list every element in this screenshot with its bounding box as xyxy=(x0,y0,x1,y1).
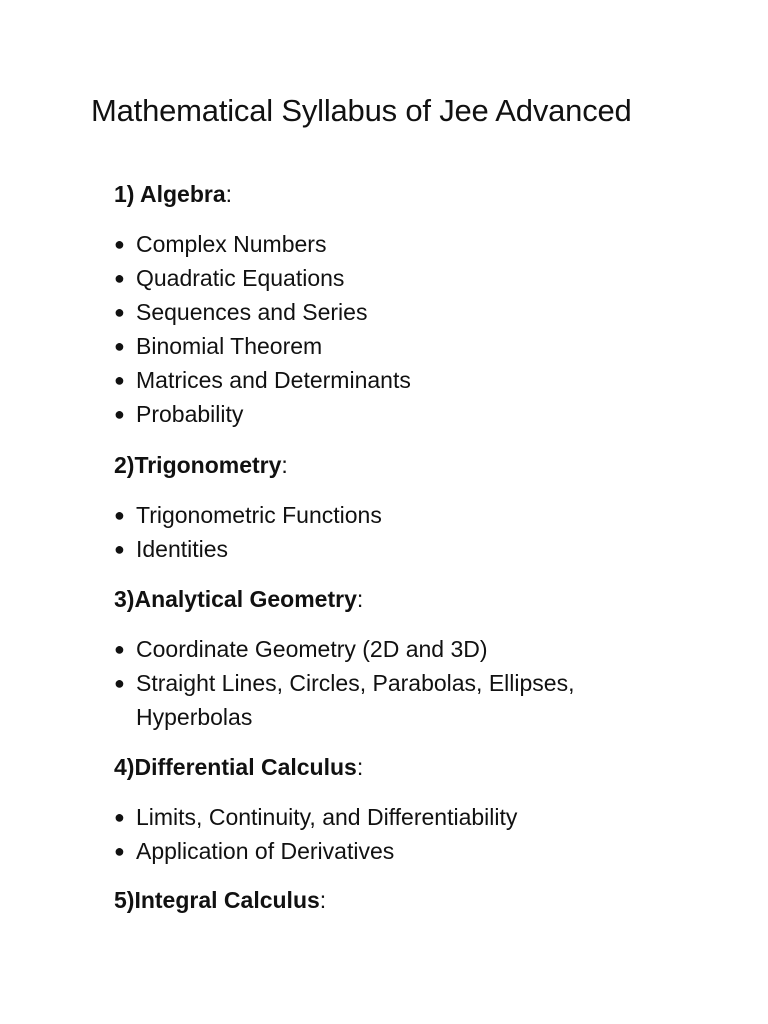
list-item-text: Identities xyxy=(136,536,229,562)
list-item-text: Complex Numbers xyxy=(136,231,327,257)
list-item-text: Limits, Continuity, and Differentiability xyxy=(136,804,518,830)
section-colon: : xyxy=(356,754,364,780)
list-item-text: Application of Derivatives xyxy=(136,838,395,864)
list-item xyxy=(114,397,411,431)
list-item-text: Trigonometric Functions xyxy=(136,502,382,528)
bullet-icon: ● xyxy=(114,268,125,288)
section-name: Differential Calculus xyxy=(134,754,357,780)
bullet-icon: ● xyxy=(114,234,125,254)
list-item-text: Probability xyxy=(136,401,244,427)
section-number: 5) xyxy=(114,887,135,913)
list-item xyxy=(114,329,411,363)
bullet-icon: ● xyxy=(114,370,125,390)
analytical-geometry-topic-list xyxy=(114,632,646,734)
section-number: 1) xyxy=(114,181,140,207)
section-number: 2) xyxy=(114,452,135,478)
section-colon: : xyxy=(356,586,364,612)
list-item xyxy=(114,295,411,329)
list-item-text: Coordinate Geometry (2D and 3D) xyxy=(136,636,488,662)
section-heading-algebra xyxy=(114,181,232,208)
bullet-icon: ● xyxy=(114,639,125,659)
section-number: 3) xyxy=(114,586,135,612)
list-item-text: Quadratic Equations xyxy=(136,265,345,291)
bullet-icon: ● xyxy=(114,404,125,424)
section-colon: : xyxy=(319,887,327,913)
list-item-text: Matrices and Determinants xyxy=(136,367,411,393)
section-heading-integral-calculus xyxy=(114,887,326,914)
section-name: Trigonometry xyxy=(134,452,282,478)
section-heading-trigonometry xyxy=(114,452,288,479)
section-name: Integral Calculus xyxy=(134,887,320,913)
list-item-text: Binomial Theorem xyxy=(136,333,323,359)
list-item xyxy=(114,261,411,295)
list-item xyxy=(114,632,646,666)
section-colon: : xyxy=(225,181,233,207)
page-title: Mathematical Syllabus of Jee Advanced xyxy=(91,93,632,128)
list-item xyxy=(114,227,411,261)
bullet-icon: ● xyxy=(114,505,125,525)
bullet-icon: ● xyxy=(114,302,125,322)
list-item xyxy=(114,800,517,834)
list-item-text: Straight Lines, Circles, Parabolas, Ellipses, Hyperbolas xyxy=(136,670,575,730)
list-item-text: Sequences and Series xyxy=(136,299,368,325)
bullet-icon: ● xyxy=(114,336,125,356)
section-heading-analytical-geometry xyxy=(114,586,363,613)
section-name: Analytical Geometry xyxy=(134,586,357,612)
trigonometry-topic-list xyxy=(114,498,382,566)
list-item xyxy=(114,532,382,566)
bullet-icon: ● xyxy=(114,673,125,693)
section-number: 4) xyxy=(114,754,135,780)
section-heading-differential-calculus xyxy=(114,754,363,781)
list-item xyxy=(114,498,382,532)
list-item xyxy=(114,666,646,734)
differential-calculus-topic-list xyxy=(114,800,517,868)
section-colon: : xyxy=(281,452,288,478)
bullet-icon: ● xyxy=(114,841,125,861)
list-item xyxy=(114,363,411,397)
section-name: Algebra xyxy=(140,181,226,207)
list-item xyxy=(114,834,517,868)
bullet-icon: ● xyxy=(114,539,125,559)
bullet-icon: ● xyxy=(114,807,125,827)
algebra-topic-list xyxy=(114,227,411,431)
